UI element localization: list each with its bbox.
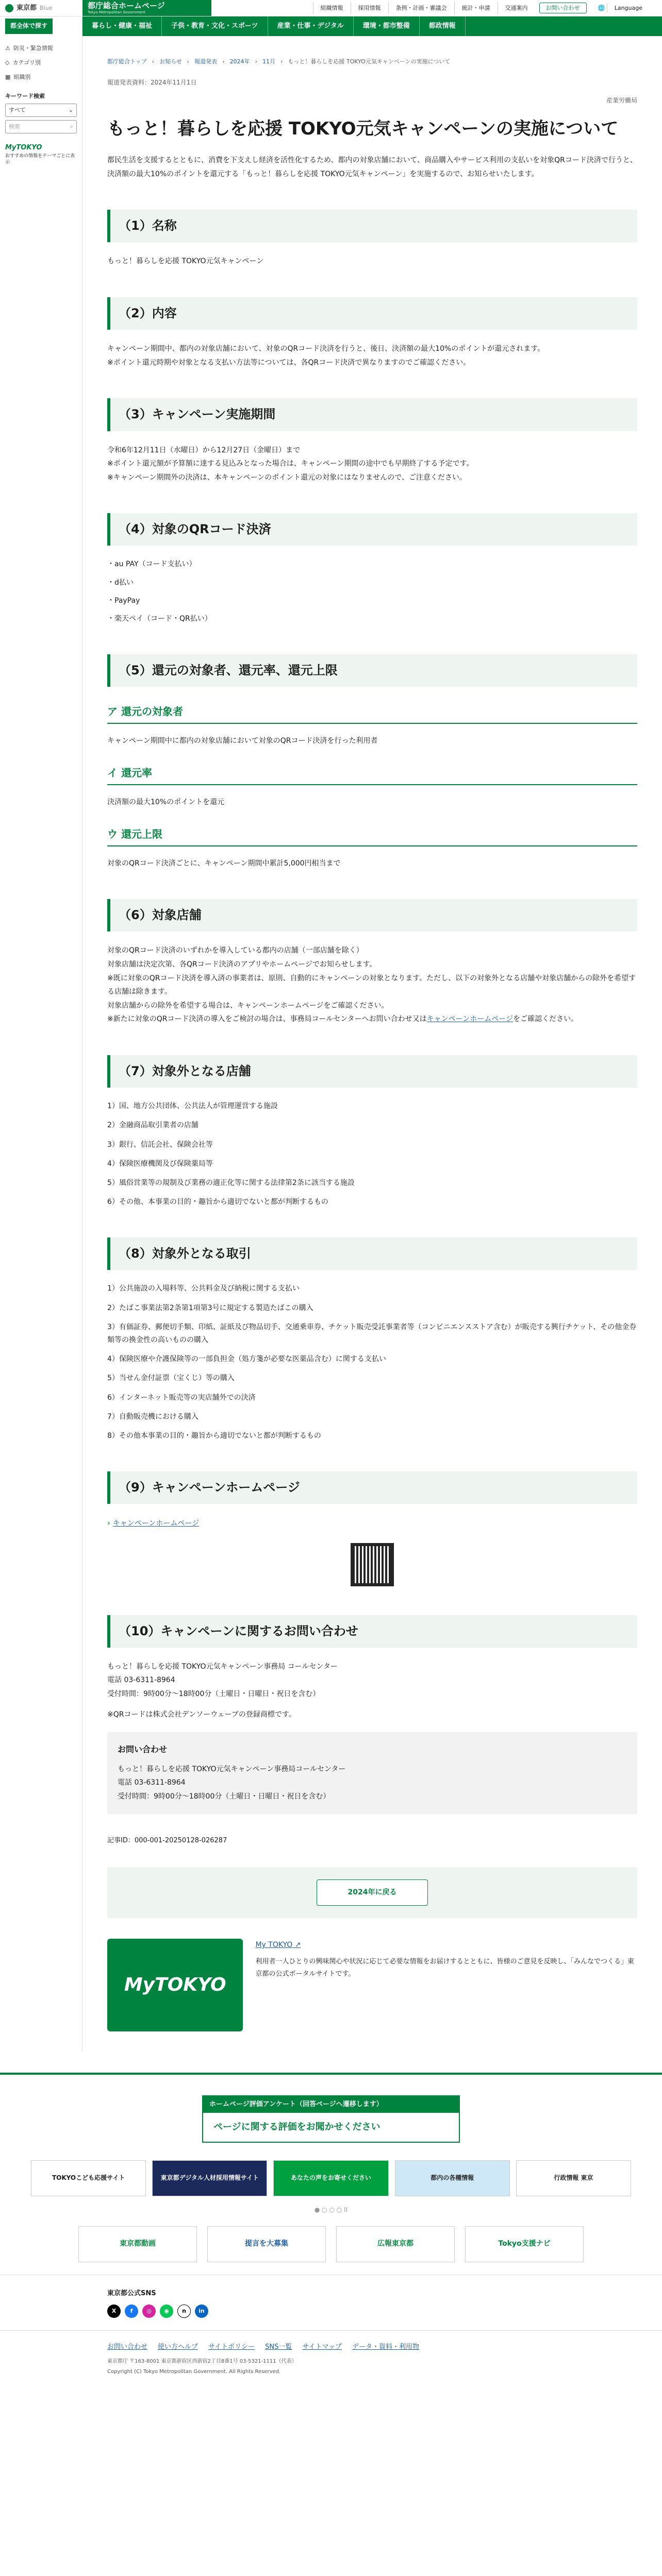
search-icon[interactable]: ⌕ (70, 123, 73, 130)
sns-icons (107, 2304, 555, 2318)
banner-item[interactable]: あなたの声をお寄せください (273, 2160, 388, 2196)
search-scope-value: すべて (9, 107, 26, 114)
subheading-limit: ウ 還元上限 (107, 825, 637, 846)
mytokyo-link-label: My TOKYO (255, 1941, 293, 1950)
publish-date: 報道発表資料：2024年11月1日 (107, 78, 197, 86)
link-org-info[interactable]: 組織情報 (313, 2, 351, 14)
qr-code-image (351, 1543, 394, 1586)
breadcrumb-item[interactable]: 報道発表 (194, 58, 218, 65)
section-text: 対象のQRコード決済ごとに、キャンペーン期間中累計5,000円相当まで (107, 859, 341, 868)
banner-item[interactable]: 東京都動画 (78, 2226, 197, 2262)
link-ordinance[interactable]: 条例・計画・審議会 (388, 2, 454, 14)
inquiry-line: もっと！暮らしを応援 TOKYO元気キャンペーン事務局コールセンター (118, 1765, 346, 1773)
section-heading-qr: （4）対象のQRコード決済 (107, 513, 637, 546)
section-text: キャンペーン期間中に都内の対象店舗において対象のQRコード決済を行った利用者 (107, 737, 378, 745)
section-text: 対象店舗からの除外を希望する場合は、キャンペーンホームページをご確認ください。 (107, 1001, 389, 1010)
breadcrumb-item[interactable]: 2024年 (229, 58, 250, 65)
sns-title: 東京都公式SNS (107, 2289, 156, 2297)
section-text: 対象店舗は決定次第、各QRコード決済のアプリやホームページでお知らせします。 (107, 960, 377, 969)
breadcrumb-sep: › (280, 58, 283, 65)
list-item: 4）保険医療機関及び保険薬局等 (107, 1159, 213, 1168)
list-item: 6）その他、本事業の目的・趣旨から適切でないと都が判断するもの (107, 1198, 328, 1207)
list-item: 3）有価証券、郵便切手類、印紙、証紙及び物品切手、交通乗車券、チケット販売受託事業者等（コンビニエンスストア含む）が販売する興行チケット、その他金券類等の換金性の高いものの購入 (107, 1323, 637, 1345)
external-link-icon: ↗ (294, 1941, 301, 1950)
main-content (82, 36, 662, 2052)
section-note: ※キャンペーン期間外の決済は、本キャンペーンのポイント還元の対象にはなりませんので、ご注意ください。 (107, 473, 467, 482)
inquiry-line: 電話 03-6311-8964 (118, 1778, 186, 1787)
banner-carousel (0, 2155, 662, 2201)
instagram-icon[interactable]: ◎ (142, 2304, 156, 2318)
sidebar-item-category[interactable] (5, 56, 77, 70)
site-header (0, 0, 662, 16)
facebook-icon[interactable]: f (125, 2304, 138, 2318)
footer-link[interactable]: SNS一覧 (265, 2343, 292, 2351)
gnav-item-life[interactable]: 暮らし・健康・福祉 (82, 16, 162, 36)
list-item: 5）風俗営業等の規制及び業務の適正化等に関する法律第2条に該当する施設 (107, 1178, 355, 1187)
section-text: キャンペーン期間中、都内の対象店舗において、対象のQRコード決済を行うと、後日、決済額の最大10%のポイントが還元されます。 (107, 345, 545, 353)
footer-link[interactable]: お問い合わせ (107, 2343, 148, 2351)
footer-link[interactable]: データ・資料・利用物 (352, 2343, 419, 2351)
carousel-dots[interactable]: ● ○ ○ ○ II (314, 2206, 348, 2214)
excluded-transactions-list (107, 1282, 637, 1443)
footer-link[interactable]: サイトポリシー (208, 2343, 255, 2351)
section-text: もっと！暮らしを応援 TOKYO元気キャンペーン事務局 コールセンター (107, 1662, 338, 1671)
section-note (107, 1012, 637, 1026)
note-icon[interactable]: n (177, 2304, 191, 2318)
banner-item[interactable]: TOKYOこども応援サイト (31, 2160, 146, 2196)
banner-item[interactable]: Tokyo支援ナビ (465, 2226, 584, 2262)
section-heading-homepage: （9）キャンペーンホームページ (107, 1471, 637, 1504)
logo-text: 東京都 (16, 4, 37, 12)
tokyo-logo-icon (5, 4, 13, 12)
mytokyo-link[interactable] (255, 1939, 637, 1952)
campaign-hp-link[interactable]: キャンペーンホームページ (112, 1519, 200, 1528)
list-item: ・ PayPay (107, 595, 637, 607)
sidebar-item-disaster[interactable] (5, 41, 77, 56)
subheading-target: ア 還元の対象者 (107, 702, 637, 724)
back-area (107, 1867, 637, 1918)
search-placeholder: 検索 (9, 123, 20, 130)
gnav-item-govt[interactable]: 都政情報 (420, 16, 466, 36)
excluded-stores-list (107, 1100, 637, 1209)
list-item: 1）国、地方公共団体、公共法人が管理運営する施設 (107, 1102, 278, 1111)
link-stats[interactable]: 統計・申請 (454, 2, 498, 14)
survey-top: ホームページ評価アンケート（回答ページへ遷移します） (203, 2096, 459, 2112)
list-item: ・ au PAY（コード支払い） (107, 558, 637, 571)
sidebar-item-label: カテゴリ別 (12, 59, 41, 66)
list-item: ・ 楽天ペイ（コード・QR払い） (107, 613, 637, 625)
line-icon[interactable]: ◉ (160, 2304, 173, 2318)
section-text: 電話 03-6311-8964 (107, 1676, 175, 1685)
list-item: 8）その他本事業の目的・趣旨から適切でないと都が判断するもの (107, 1431, 321, 1440)
banner-item[interactable]: 都内の各種情報 (395, 2160, 510, 2196)
section-heading-content: （2）内容 (107, 297, 637, 330)
logo-sub: Blue (40, 4, 53, 11)
list-item: 6）インターネット販売等の実店舗外での決済 (107, 1393, 256, 1402)
mytokyo-desc: おすすめの情報をテーマごとに表示 (5, 154, 75, 165)
survey-banner[interactable] (202, 2095, 460, 2143)
section-note: ※既に対象のQRコード決済を導入済の事業者は、原則、自動的にキャンペーンの対象となります。ただし、以下の対象外となる店舗や対象店舗からの除外を希望する店舗は除きます。 (107, 974, 636, 996)
page-title: もっと！暮らしを応援 TOKYO元気キャンペーンの実施について (107, 118, 619, 139)
section-text: 対象のQRコード決済のいずれかを導入している都内の店舗（一部店舗を除く） (107, 946, 363, 955)
inquiry-heading: お問い合わせ (118, 1744, 168, 1755)
search-all-button[interactable]: 都全体で探す (5, 19, 53, 34)
breadcrumb-sep: › (187, 58, 190, 65)
mytokyo-banner-image[interactable]: MyTOKYO (107, 1939, 243, 2031)
inquiry-box (107, 1732, 637, 1814)
section-note: ※ポイント還元額が予算額に達する見込みとなった場合は、キャンペーン期間の途中でも早期終了する予定です。 (107, 460, 474, 468)
breadcrumb-sep: › (255, 58, 257, 65)
link-access[interactable]: 交通案内 (498, 2, 535, 14)
section-text: 決済額の最大10%のポイントを還元 (107, 798, 225, 807)
survey-body: ページに関する評価をお聞かせください (213, 2121, 380, 2132)
site-title-text: 都庁総合ホームページ (88, 1, 165, 11)
copyright: Copyright (C) Tokyo Metropolitan Government. All Rights Reserved. (107, 2369, 281, 2375)
x-icon[interactable]: X (107, 2304, 121, 2318)
list-item: 3）銀行、信託会社、保険会社等 (107, 1140, 213, 1149)
section-heading-rebate: （5）還元の対象者、還元率、還元上限 (107, 654, 637, 687)
contact-button[interactable]: お問い合わせ (539, 3, 587, 14)
section-note: ※QRコードは株式会社デンソーウェーブの登録商標です。 (107, 1710, 296, 1719)
mytokyo-promo-text (255, 1939, 637, 2031)
gnav-item-children[interactable]: 子供・教育・文化・スポーツ (162, 16, 268, 36)
section-text: 受付時間：9時00分〜18時00分（土曜日・日曜日・祝日を含む） (107, 1689, 320, 1698)
section-heading-name: （1）名称 (107, 210, 637, 242)
breadcrumb-item[interactable]: 11月 (262, 58, 275, 65)
section-note: ※ポイント還元時期や対象となる支払い方法等については、各QRコード決済で異なりますのでご確認ください。 (107, 358, 471, 367)
banner-item[interactable]: 広報東京都 (336, 2226, 455, 2262)
sidebar-item-org[interactable] (5, 70, 77, 84)
inquiry-line: 受付時間：9時00分〜18時00分（土曜日・日曜日・祝日を含む） (118, 1792, 330, 1801)
keyword-search-label: キーワード検索 (5, 93, 45, 100)
footer-links (0, 2330, 662, 2357)
campaign-hp-inline-link[interactable]: キャンペーンホームページ (426, 1015, 514, 1024)
mytokyo-desc: 利用者一人ひとりの興味関心や状況に応じて必要な情報をお届けするとともに、皆様のご意見を反映し、「みんなでつくる」東京都の公式ポータルサイトです。 (255, 1958, 634, 1978)
mytokyo-title: MyTOKYO (5, 143, 42, 151)
list-item: ・ d払い (107, 577, 637, 589)
address: 東京都庁 〒163-8001 東京都新宿区西新宿2丁目8番1号 03-5321-1111（代表） (107, 2359, 297, 2365)
campaign-hp-link-row (107, 1516, 637, 1530)
mytokyo-sidebar-link[interactable] (5, 142, 77, 166)
subheading-rate: イ 還元率 (107, 764, 637, 785)
search-scope-select[interactable] (5, 104, 77, 117)
list-item: 2）金融商品取引業者の店舗 (107, 1121, 198, 1130)
footer-link[interactable]: 使い方ヘルプ (158, 2343, 198, 2351)
footer-link[interactable]: サイトマップ (302, 2343, 342, 2351)
section-heading-stores: （6）対象店舗 (107, 899, 637, 931)
breadcrumb-item[interactable]: お知らせ (159, 58, 182, 65)
org-icon: ▦ (5, 73, 11, 80)
lead-text: 都民生活を支援するとともに、消費を下支えし経済を活性化するため、都内の対象店舗において、商品購入やサービス利用の支払いを対象QRコード決済で行うと、決済額の最大10%のポイントを還元する「もっと！暮らしを応援 TOKYO元気キャンペーン」を実施するので、お知らせいたします。 (107, 156, 637, 178)
warning-icon: ⚠ (5, 45, 10, 52)
breadcrumb-sep: › (222, 58, 225, 65)
list-item: 5）当せん金付証票（宝くじ）等の購入 (107, 1374, 235, 1383)
mytokyo-promo (107, 1939, 637, 2031)
sidebar (0, 36, 82, 2052)
list-item: 7）自動販売機における購入 (107, 1412, 198, 1421)
gnav-item-industry[interactable]: 産業・仕事・デジタル (268, 16, 354, 36)
sidebar-item-label: 組織別 (13, 73, 31, 80)
linkedin-icon[interactable]: in (195, 2304, 208, 2318)
back-to-2024-button[interactable]: 2024年に戻る (317, 1879, 428, 1906)
breadcrumb-current: もっと！暮らしを応援 TOKYO元気キャンペーンの実施について (288, 58, 451, 65)
page-layout (0, 36, 662, 2052)
global-nav (0, 16, 662, 36)
site-title[interactable] (82, 0, 211, 16)
section-heading-excluded-transactions: （8）対象外となる取引 (107, 1238, 637, 1270)
banner-item[interactable]: 東京都デジタル人材採用情報サイト (152, 2160, 267, 2196)
language-button[interactable]: 🌐 Language (591, 2, 657, 14)
banner-item[interactable]: 行政情報 東京 (516, 2160, 631, 2196)
banner-item[interactable]: 提言を大募集 (207, 2226, 326, 2262)
section-text: 令和6年12月11日（水曜日）から12月27日（金曜日）まで (107, 446, 301, 454)
qr-list (107, 558, 637, 625)
site-title-en: Tokyo Metropolitan Government (88, 10, 145, 14)
list-item: 1）公共施設の入場料等、公共料金及び納税に関する支払い (107, 1284, 300, 1293)
search-input[interactable] (5, 120, 77, 133)
site-footer (0, 2073, 662, 2392)
section-heading-excluded-stores: （7）対象外となる店舗 (107, 1055, 637, 1088)
section-heading-period: （3）キャンペーン実施期間 (107, 398, 637, 431)
breadcrumb (107, 57, 637, 67)
language-label: Language (607, 4, 650, 12)
tag-icon: ◇ (5, 59, 10, 66)
gnav-left (0, 16, 82, 36)
department: 産業労働局 (606, 97, 637, 105)
breadcrumb-item[interactable]: 都庁総合トップ (107, 58, 147, 65)
note-text: をご確認ください。 (513, 1015, 578, 1024)
list-item: 4）保険医療や介護保険等の一部負担金（処方箋が必要な医薬品含む）に関する支払い (107, 1355, 386, 1364)
section-text: もっと！暮らしを応援 TOKYO元気キャンペーン (107, 257, 264, 266)
tokyo-logo[interactable] (0, 0, 82, 16)
list-item: 2）たばこ事業法第2条第1項第3号に規定する製造たばこの購入 (107, 1303, 313, 1312)
breadcrumb-sep: › (152, 58, 155, 65)
link-recruit[interactable]: 採用情報 (351, 2, 388, 14)
sidebar-item-label: 防災・緊急情報 (13, 45, 53, 52)
section-heading-inquiry: （10）キャンペーンに関するお問い合わせ (107, 1615, 637, 1648)
top-utility-links (313, 0, 662, 16)
banner-row (0, 2226, 662, 2275)
sns-section (0, 2275, 662, 2330)
gnav-item-environment[interactable]: 環境・都市整備 (354, 16, 420, 36)
article-id: 記事ID：000-001-20250128-026287 (107, 1836, 227, 1844)
note-text: ※新たに対象のQRコード決済の導入をご検討の場合は、事務局コールセンターへお問い合わせ又は (107, 1015, 427, 1024)
chevron-right-icon: › (107, 1518, 110, 1528)
chevron-down-icon: ⌄ (68, 107, 73, 114)
